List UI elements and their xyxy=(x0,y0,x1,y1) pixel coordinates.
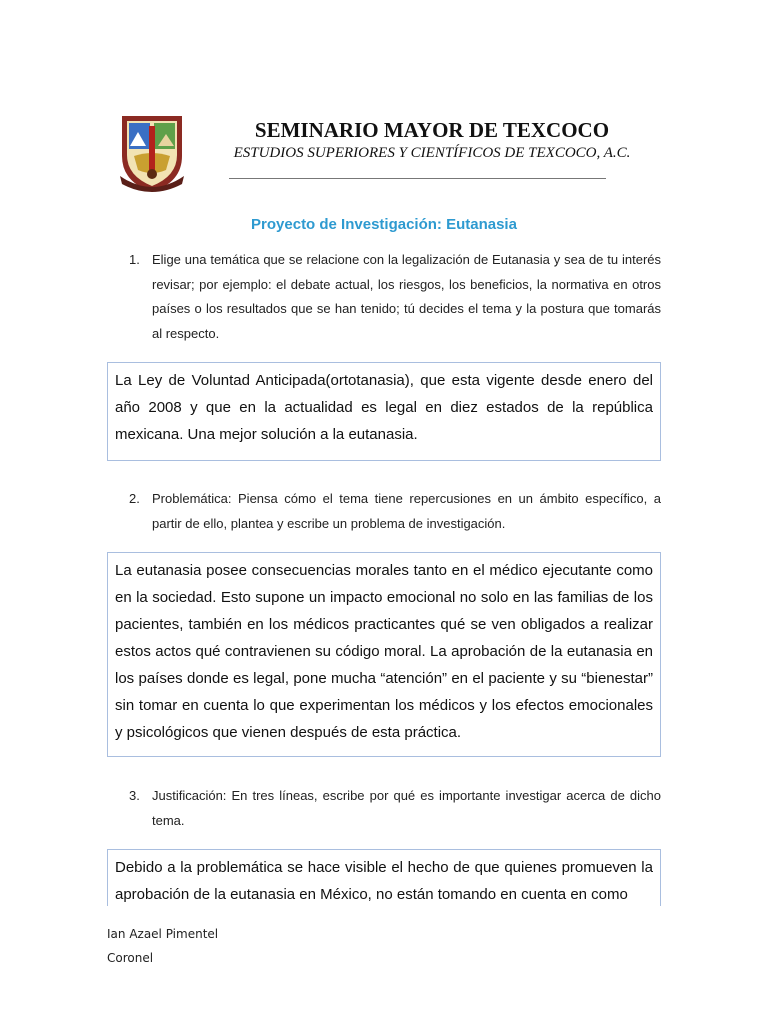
seminary-crest-icon xyxy=(116,110,188,194)
item-number: 2. xyxy=(129,491,140,506)
list-item xyxy=(129,248,661,346)
answer-box[interactable] xyxy=(107,552,661,757)
item-prompt: Justificación: En tres líneas, escribe por qué es importante investigar acerca de dicho tema. xyxy=(152,788,661,828)
institution-title: SEMINARIO MAYOR DE TEXCOCO xyxy=(254,118,610,142)
answer-text: La Ley de Voluntad Anticipada(ortotanasia), que esta vigente desde enero del año 2008 y que en la actualidad es legal en diez estados de la república mexicana. Una mejor solución a la eutanasia. xyxy=(115,372,653,443)
institution-subtitle: ESTUDIOS SUPERIORES Y CIENTÍFICOS DE TEXCOCO, A.C. xyxy=(233,145,631,161)
author-surname: Coronel xyxy=(107,951,154,965)
header-divider xyxy=(229,178,606,179)
item-prompt: Problemática: Piensa cómo el tema tiene repercusiones en un ámbito específico, a partir de ello, plantea y escribe un problema de investigación. xyxy=(152,491,661,531)
author-name: Ian Azael Pimentel xyxy=(107,927,219,941)
answer-box[interactable] xyxy=(107,849,661,906)
list-item xyxy=(129,784,661,833)
item-number: 1. xyxy=(129,252,140,267)
item-number: 3. xyxy=(129,788,140,803)
answer-box[interactable] xyxy=(107,362,661,461)
item-prompt: Elige una temática que se relacione con la legalización de Eutanasia y sea de tu interés revisar; por ejemplo: el debate actual, los riesgos, los beneficios, la normativa en otros países o los resultados que se han tenido; tú decides el tema y la postura que tomarás al respecto. xyxy=(152,252,661,341)
answer-text: Debido a la problemática se hace visible el hecho de que quienes promueven la aprobación de la eutanasia en México, no están tomando en cuenta en como xyxy=(115,859,653,903)
list-item xyxy=(129,487,661,536)
answer-text: La eutanasia posee consecuencias morales tanto en el médico ejecutante como en la sociedad. Esto supone un impacto emocional no solo en las familias de los pacientes, también en los médicos practicantes qué se ven obligados a realizar estos actos qué contravienen su código moral. La aprobación de la eutanasia en los países donde es legal, pone mucha “atención” en el paciente y su “bienestar” sin tomar en cuenta lo que experimentan los médicos y los efectos emocionales y psicológicos que vienen después de esta práctica. xyxy=(115,562,653,741)
project-title: Proyecto de Investigación: Eutanasia xyxy=(251,216,517,233)
